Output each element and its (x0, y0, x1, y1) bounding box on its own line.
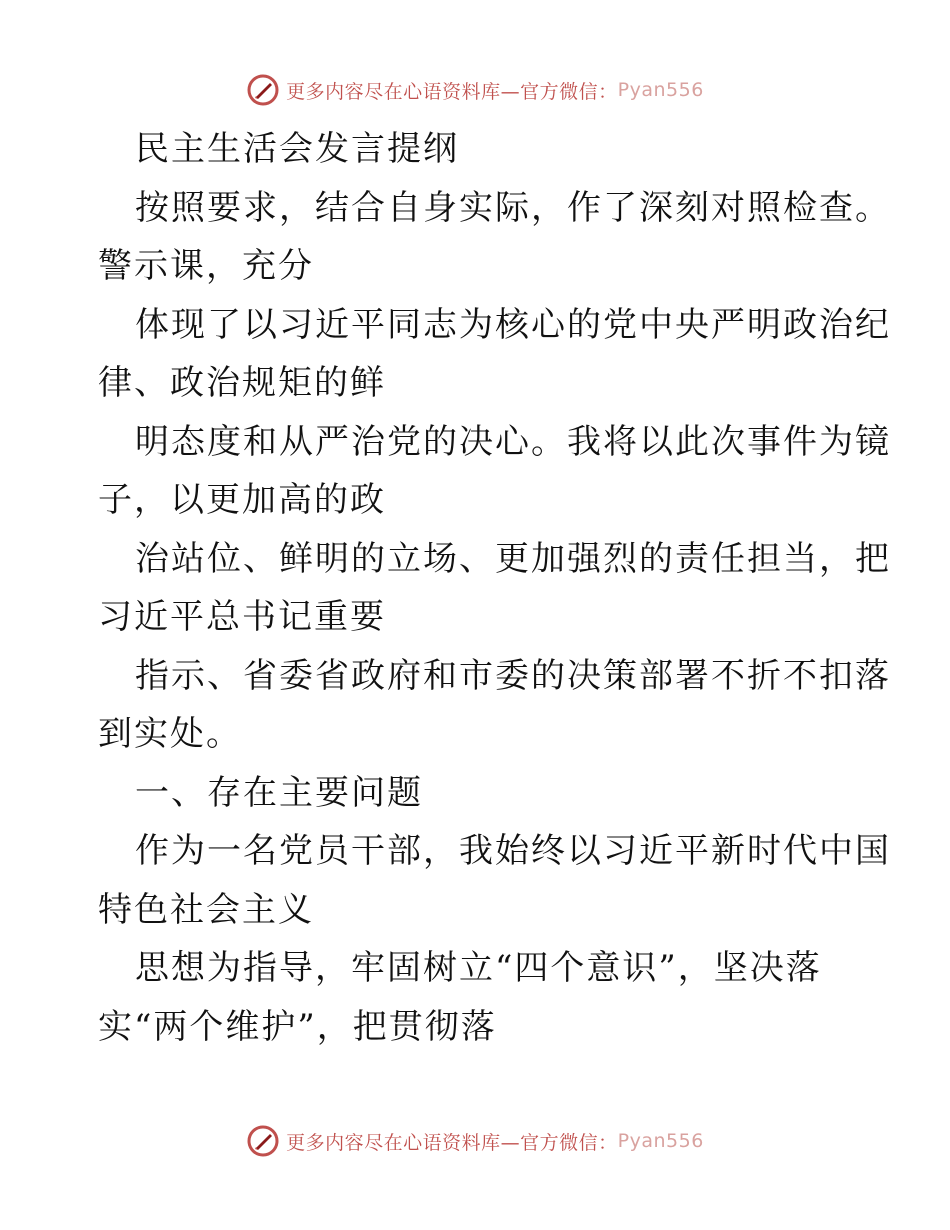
quill-logo-icon (246, 1124, 280, 1158)
paragraph-line: 律、政治规矩的鲜 (98, 363, 386, 403)
header-watermark-banner (0, 70, 950, 110)
header-banner-handle: Pyan556 (617, 79, 704, 101)
header-banner-text: 更多内容尽在心语资料库—官方微信： (286, 80, 618, 103)
paragraph-line: 明态度和从严治党的决心。我将以此次事件为镜 (135, 421, 891, 462)
footer-watermark-banner (0, 1121, 950, 1161)
paragraph-line: 子，以更加高的政 (98, 480, 386, 520)
paragraph-line: 体现了以习近平同志为核心的党中央严明政治纪 (135, 304, 891, 345)
paragraph-line: 按照要求，结合自身实际，作了深刻对照检查。 (135, 187, 891, 228)
paragraph-line: 实“两个维护”，把贯彻落 (98, 1006, 497, 1047)
footer-banner-text: 更多内容尽在心语资料库—官方微信： (286, 1131, 618, 1154)
paragraph-line: 思想为指导，牢固树立“四个意识”，坚决落 (135, 948, 822, 988)
paragraph-line: 到实处。 (98, 714, 242, 754)
paragraph-line: 治站位、鲜明的立场、更加强烈的责任担当，把 (135, 538, 891, 579)
document-title: 民主生活会发言提纲 (135, 129, 459, 169)
paragraph-line: 习近平总书记重要 (98, 597, 386, 637)
paragraph-line: 警示课，充分 (98, 246, 314, 286)
quill-logo-icon (246, 73, 280, 107)
paragraph-line: 指示、省委省政府和市委的决策部署不折不扣落 (135, 655, 891, 696)
paragraph-line: 作为一名党员干部，我始终以习近平新时代中国 (135, 831, 891, 871)
section-heading: 一、存在主要问题 (135, 772, 423, 813)
paragraph-line: 特色社会主义 (98, 889, 314, 930)
footer-banner-handle: Pyan556 (617, 1130, 704, 1152)
document-body (98, 120, 891, 1056)
